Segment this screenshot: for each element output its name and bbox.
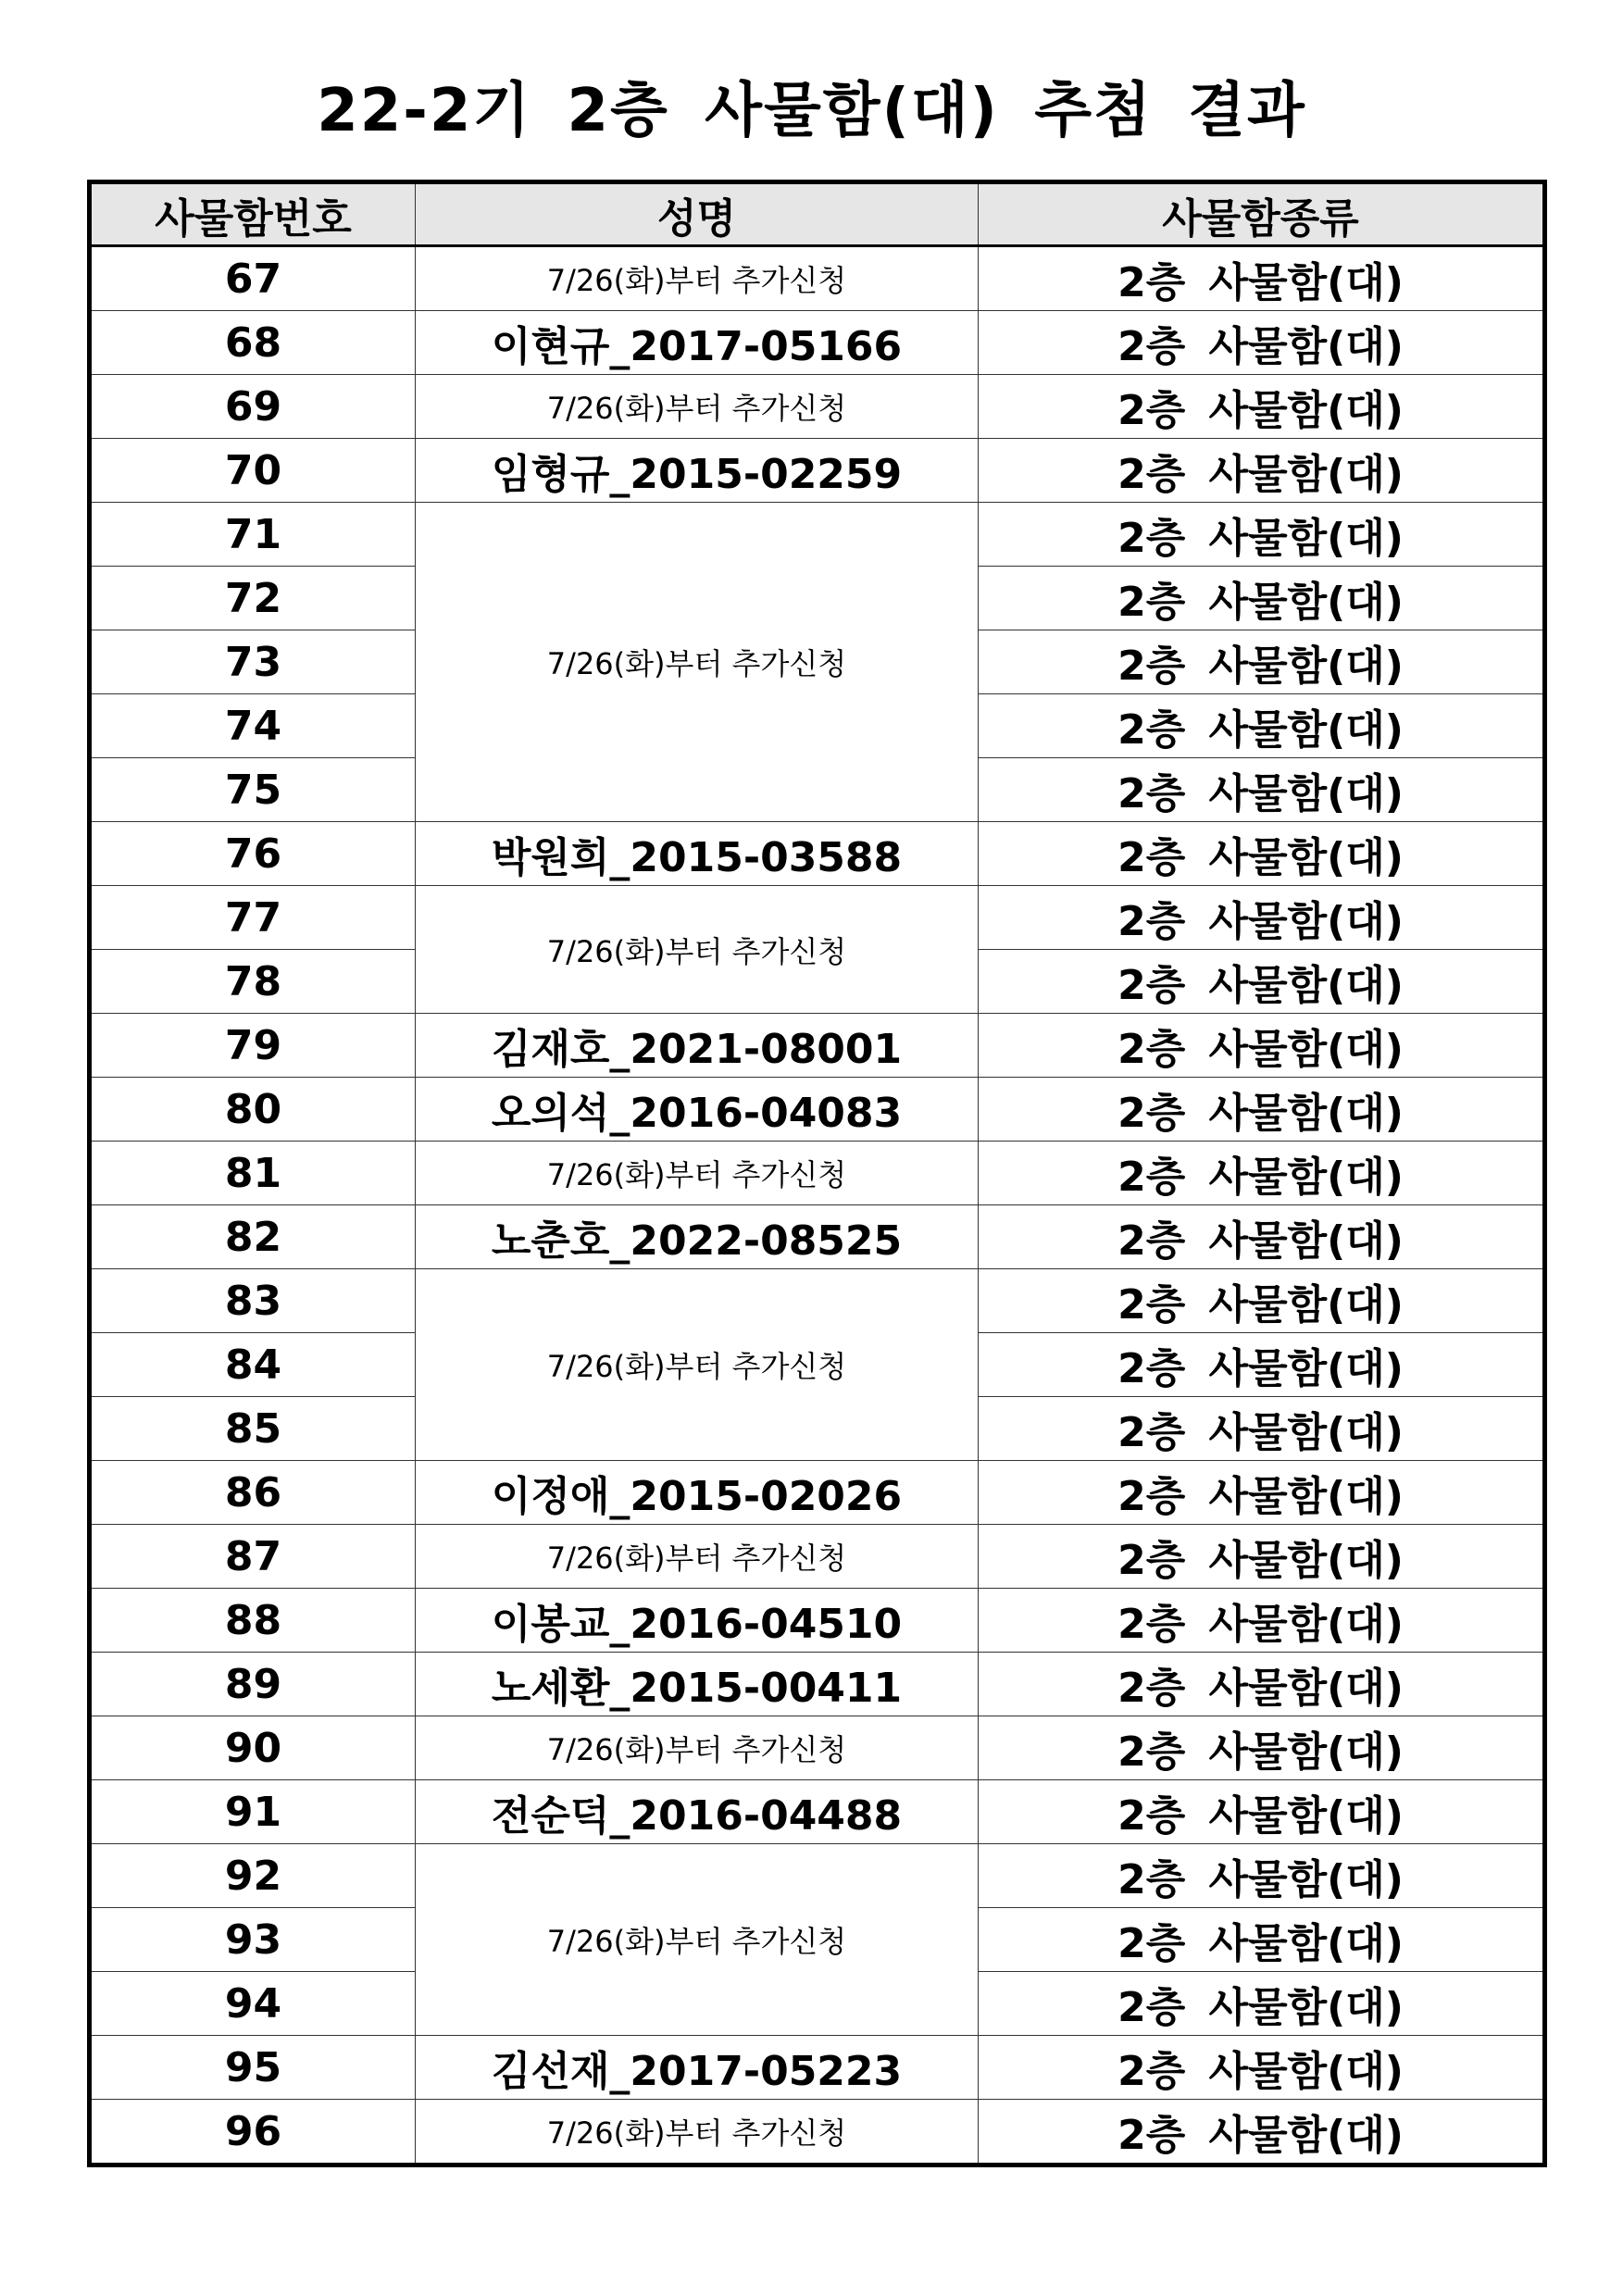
header-locker-type: 사물함종류 [979,182,1545,246]
page-title: 22-2기 2층 사물함(대) 추첨 결과 [317,77,1306,145]
table-header-row [90,182,1545,246]
locker-type-cell: 2층 사물함(대) [979,246,1545,311]
locker-type-cell: 2층 사물함(대) [979,567,1545,630]
assigned-name-cell: 오의석_2016-04083 [416,1078,979,1142]
locker-number-cell: 81 [90,1142,416,1205]
table-body [90,246,1545,2165]
table-row [90,1142,1545,1205]
assigned-name-cell: 김선재_2017-05223 [416,2036,979,2100]
table-row [90,1653,1545,1716]
locker-type-cell: 2층 사물함(대) [979,503,1545,567]
locker-type-cell: 2층 사물함(대) [979,1972,1545,2036]
locker-type-cell: 2층 사물함(대) [979,1525,1545,1589]
locker-number-cell: 85 [90,1397,416,1461]
pending-application-cell: 7/26(화)부터 추가신청 [416,1844,979,2036]
locker-number-cell: 76 [90,822,416,886]
table-row [90,503,1545,567]
locker-type-cell: 2층 사물함(대) [979,1333,1545,1397]
locker-number-cell: 67 [90,246,416,311]
table-row [90,311,1545,375]
locker-type-cell: 2층 사물함(대) [979,886,1545,950]
locker-number-cell: 88 [90,1589,416,1653]
locker-number-cell: 71 [90,503,416,567]
table-row [90,1461,1545,1525]
pending-application-cell: 7/26(화)부터 추가신청 [416,503,979,822]
locker-type-cell: 2층 사물함(대) [979,2100,1545,2165]
header-locker-number: 사물함번호 [90,182,416,246]
locker-number-cell: 96 [90,2100,416,2165]
pending-application-cell: 7/26(화)부터 추가신청 [416,246,979,311]
locker-type-cell: 2층 사물함(대) [979,1397,1545,1461]
table-row [90,2100,1545,2165]
locker-number-cell: 69 [90,375,416,439]
pending-application-cell: 7/26(화)부터 추가신청 [416,1269,979,1461]
locker-type-cell: 2층 사물함(대) [979,694,1545,758]
locker-number-cell: 72 [90,567,416,630]
table-row [90,375,1545,439]
locker-number-cell: 92 [90,1844,416,1908]
locker-type-cell: 2층 사물함(대) [979,375,1545,439]
table-row [90,822,1545,886]
assigned-name-cell: 노세환_2015-00411 [416,1653,979,1716]
locker-type-cell: 2층 사물함(대) [979,1461,1545,1525]
locker-result-table [87,180,1547,2167]
locker-number-cell: 94 [90,1972,416,2036]
assigned-name-cell: 이정애_2015-02026 [416,1461,979,1525]
table-row [90,1014,1545,1078]
locker-type-cell: 2층 사물함(대) [979,1078,1545,1142]
table-row [90,246,1545,311]
assigned-name-cell: 이현규_2017-05166 [416,311,979,375]
locker-type-cell: 2층 사물함(대) [979,822,1545,886]
locker-number-cell: 70 [90,439,416,503]
assigned-name-cell: 전순덕_2016-04488 [416,1780,979,1844]
header-name: 성명 [416,182,979,246]
locker-number-cell: 91 [90,1780,416,1844]
locker-number-cell: 74 [90,694,416,758]
table-row [90,439,1545,503]
assigned-name-cell: 이봉교_2016-04510 [416,1589,979,1653]
locker-number-cell: 82 [90,1205,416,1269]
locker-number-cell: 86 [90,1461,416,1525]
assigned-name-cell: 박원희_2015-03588 [416,822,979,886]
pending-application-cell: 7/26(화)부터 추가신청 [416,375,979,439]
locker-type-cell: 2층 사물함(대) [979,1780,1545,1844]
locker-type-cell: 2층 사물함(대) [979,1908,1545,1972]
locker-type-cell: 2층 사물함(대) [979,1142,1545,1205]
locker-type-cell: 2층 사물함(대) [979,950,1545,1014]
table-row [90,1205,1545,1269]
locker-number-cell: 93 [90,1908,416,1972]
table-row [90,2036,1545,2100]
pending-application-cell: 7/26(화)부터 추가신청 [416,1716,979,1780]
table-row [90,1269,1545,1333]
locker-number-cell: 95 [90,2036,416,2100]
locker-type-cell: 2층 사물함(대) [979,1269,1545,1333]
locker-number-cell: 83 [90,1269,416,1333]
locker-number-cell: 68 [90,311,416,375]
assigned-name-cell: 김재호_2021-08001 [416,1014,979,1078]
table-row [90,1716,1545,1780]
locker-type-cell: 2층 사물함(대) [979,758,1545,822]
locker-number-cell: 75 [90,758,416,822]
pending-application-cell: 7/26(화)부터 추가신청 [416,1525,979,1589]
table-row [90,886,1545,950]
locker-type-cell: 2층 사물함(대) [979,1014,1545,1078]
table-row [90,1078,1545,1142]
locker-number-cell: 73 [90,630,416,694]
locker-type-cell: 2층 사물함(대) [979,311,1545,375]
locker-type-cell: 2층 사물함(대) [979,1844,1545,1908]
pending-application-cell: 7/26(화)부터 추가신청 [416,1142,979,1205]
locker-number-cell: 87 [90,1525,416,1589]
pending-application-cell: 7/26(화)부터 추가신청 [416,886,979,1014]
pending-application-cell: 7/26(화)부터 추가신청 [416,2100,979,2165]
locker-number-cell: 79 [90,1014,416,1078]
locker-type-cell: 2층 사물함(대) [979,1653,1545,1716]
locker-type-cell: 2층 사물함(대) [979,630,1545,694]
locker-number-cell: 84 [90,1333,416,1397]
locker-number-cell: 80 [90,1078,416,1142]
assigned-name-cell: 임형규_2015-02259 [416,439,979,503]
locker-type-cell: 2층 사물함(대) [979,1205,1545,1269]
table-row [90,1780,1545,1844]
table-row [90,1525,1545,1589]
table-row [90,1844,1545,1908]
locker-number-cell: 77 [90,886,416,950]
locker-number-cell: 90 [90,1716,416,1780]
locker-type-cell: 2층 사물함(대) [979,439,1545,503]
locker-number-cell: 89 [90,1653,416,1716]
locker-type-cell: 2층 사물함(대) [979,1589,1545,1653]
assigned-name-cell: 노춘호_2022-08525 [416,1205,979,1269]
locker-number-cell: 78 [90,950,416,1014]
locker-type-cell: 2층 사물함(대) [979,2036,1545,2100]
locker-type-cell: 2층 사물함(대) [979,1716,1545,1780]
table-row [90,1589,1545,1653]
